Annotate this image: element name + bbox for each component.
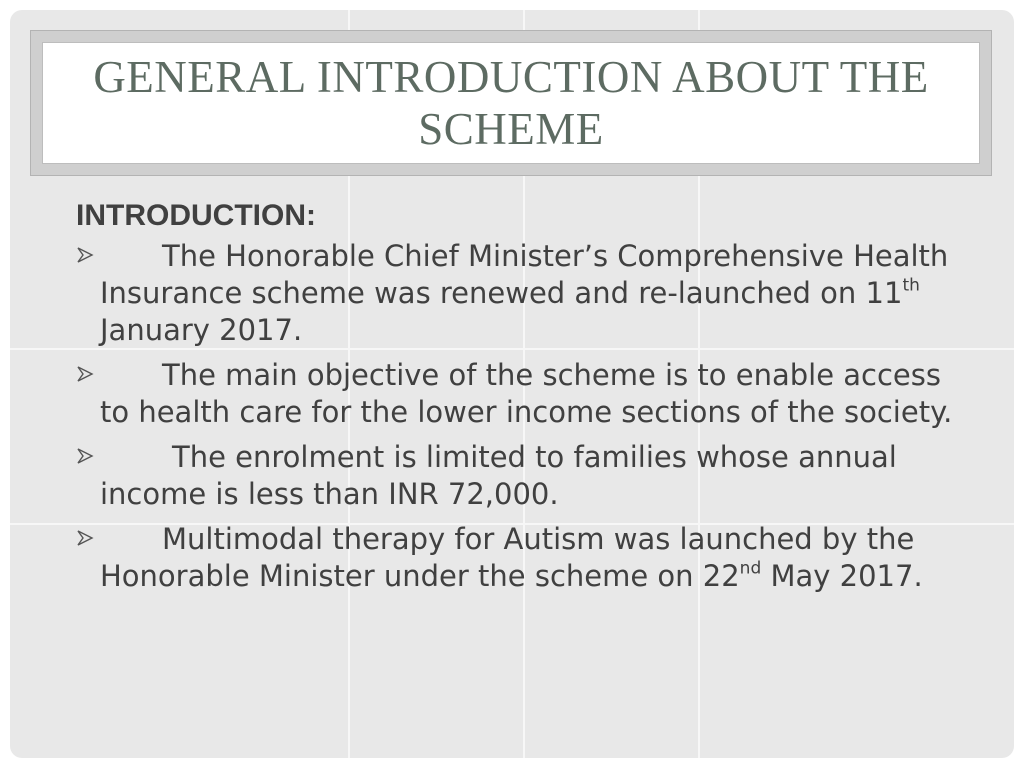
arrowhead-bullet-icon	[76, 246, 94, 264]
arrowhead-bullet-icon	[76, 529, 94, 547]
title-box	[42, 42, 980, 164]
bullet-list	[76, 238, 976, 595]
slide-title: GENERAL INTRODUCTION ABOUT THE SCHEME	[93, 52, 929, 154]
bullet-text-end: January 2017.	[100, 313, 303, 347]
bullet-item	[76, 439, 976, 513]
ordinal-suffix: th	[902, 275, 920, 296]
section-heading: INTRODUCTION:	[76, 199, 316, 232]
arrowhead-bullet-icon	[76, 365, 94, 383]
bullet-text: The main objective of the scheme is to enable access to health care for the lower income sections of the society.	[100, 358, 953, 429]
slide	[10, 10, 1014, 758]
slide-content	[76, 198, 976, 603]
bullet-item	[76, 238, 976, 349]
bullet-text-end: May 2017.	[761, 559, 923, 593]
bullet-item	[76, 521, 976, 595]
title-frame	[30, 30, 992, 176]
ordinal-suffix: nd	[739, 558, 762, 579]
bullet-item	[76, 357, 976, 431]
bullet-text: The Honorable Chief Minister’s Comprehensive Health Insurance scheme was renewed and re-launched on 11	[100, 239, 949, 310]
bullet-text: The enrolment is limited to families whose annual income is less than INR 72,000.	[100, 440, 897, 511]
bullet-text: Multimodal therapy for Autism was launched by the Honorable Minister under the scheme on 22	[100, 522, 915, 593]
arrowhead-bullet-icon	[76, 447, 94, 465]
